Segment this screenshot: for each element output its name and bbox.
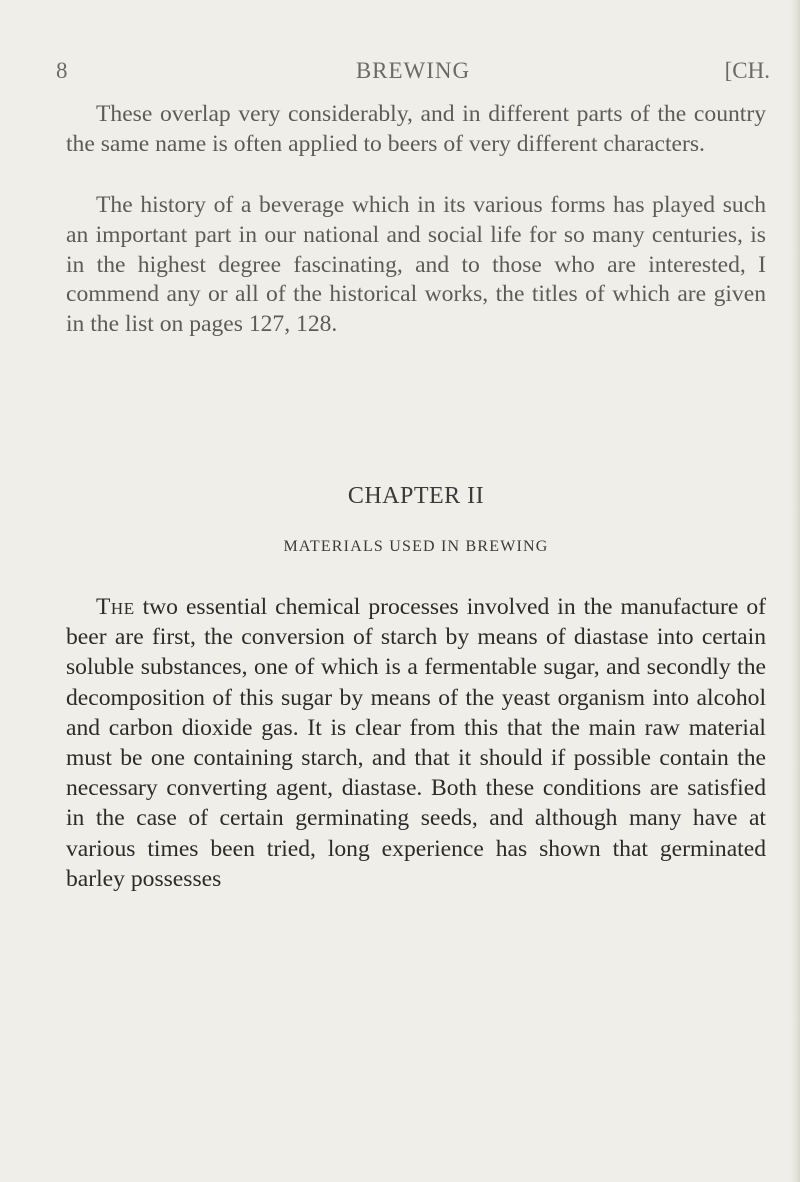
chapter-heading: CHAPTER II bbox=[347, 483, 485, 509]
continued-paragraph-1: These overlap very considerably, and in different parts of the country the same name is often applied to beers of very different characters. bbox=[66, 101, 766, 157]
lead-word: The bbox=[96, 594, 135, 620]
page-number: 8 bbox=[56, 58, 68, 83]
chapter-body-text: two essential chemical processes involved in the manufacture of beer are first, the conversion of starch by means of diastase into certain soluble substances, one of which is a fermentable sugar, and secondly the decomposition of this sugar by means of the yeast organism into alcohol and carbon dioxide gas. It is clear from this that the main raw material must be one containing starch, and that it should if possible contain the necessary converting agent, diastase. Both these conditions are satisfied in the case of certain germinating seeds, and although many have at various times been tried, long experience has shown that germinated barley possesses bbox=[66, 594, 766, 892]
running-title: BREWING bbox=[355, 58, 471, 83]
chapter-subtitle: MATERIALS USED IN BREWING bbox=[283, 538, 549, 555]
page-edge-shadow bbox=[790, 0, 800, 1182]
chapter-body-paragraph bbox=[66, 592, 766, 894]
chapter-reference: [CH. bbox=[724, 58, 770, 83]
continued-paragraph-2: The history of a beverage which in its various forms has played such an important part in our national and social life for so many centuries, is in the highest degree fascinating, and to those who are interested, I commend any or all of the historical works, the titles of which are given in the list on pages 127, 128. bbox=[66, 192, 766, 338]
running-header bbox=[56, 58, 770, 98]
